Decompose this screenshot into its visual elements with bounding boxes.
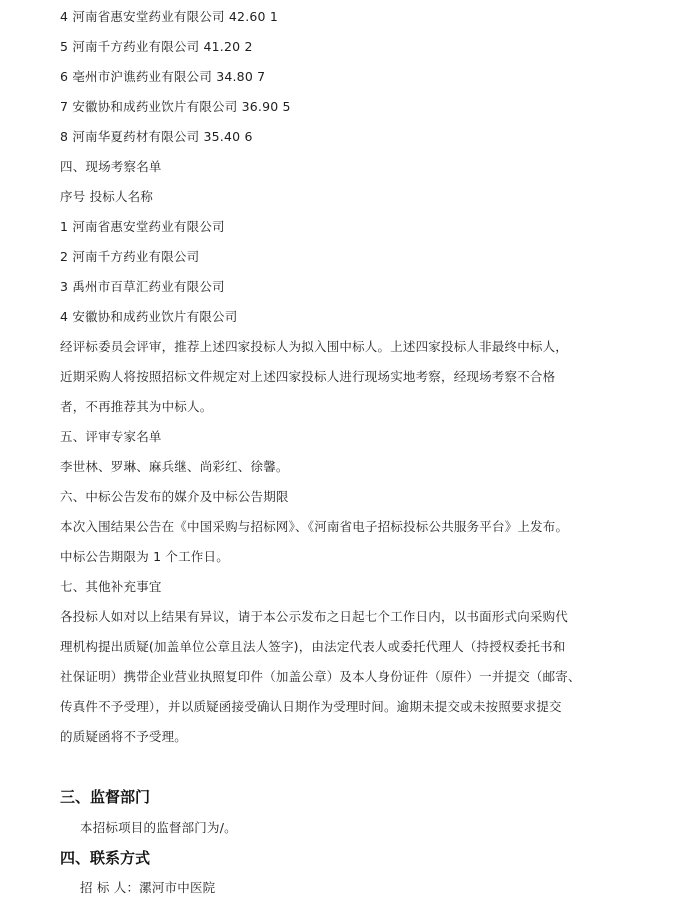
bid-result-row-5: 5 河南千方药业有限公司 41.20 2	[60, 39, 253, 54]
section-heading-contact: 四、联系方式	[60, 849, 151, 867]
evaluation-paragraph-line-3: 者，不再推荐其为中标人。	[60, 399, 213, 414]
bid-result-row-4: 4 河南省惠安堂药业有限公司 42.60 1	[60, 9, 279, 24]
site-inspection-row-4: 4 安徽协和成药业饮片有限公司	[60, 309, 238, 324]
site-inspection-row-1: 1 河南省惠安堂药业有限公司	[60, 219, 225, 234]
objection-paragraph-line-1: 各投标人如对以上结果有异议，请于本公示发布之日起七个工作日内，以书面形式向采购代	[60, 609, 569, 624]
site-inspection-row-2: 2 河南千方药业有限公司	[60, 249, 200, 264]
bid-result-row-8: 8 河南华夏药材有限公司 35.40 6	[60, 129, 253, 144]
site-inspection-table-header: 序号 投标人名称	[60, 189, 154, 204]
section-heading-site-inspection: 四、现场考察名单	[60, 159, 162, 174]
contact-tenderer: 招 标 人：漯河市中医院	[80, 880, 216, 895]
section-heading-publication: 六、中标公告发布的媒介及中标公告期限	[60, 489, 289, 504]
evaluation-paragraph-line-2: 近期采购人将按照招标文件规定对上述四家投标人进行现场实地考察，经现场考察不合格	[60, 369, 556, 384]
expert-list: 李世林、罗琳、麻兵继、尚彩红、徐馨。	[60, 459, 289, 474]
evaluation-paragraph-line-1: 经评标委员会评审，推荐上述四家投标人为拟入围中标人。上述四家投标人非最终中标人，	[60, 339, 569, 354]
objection-paragraph-line-3: 社保证明）携带企业营业执照复印件（加盖公章）及本人身份证件（原件）一并提交（邮寄、	[60, 669, 581, 684]
section-heading-supervision: 三、监督部门	[60, 788, 151, 806]
bid-result-row-7: 7 安徽协和成药业饮片有限公司 36.90 5	[60, 99, 291, 114]
publication-paragraph-line-2: 中标公告期限为 1 个工作日。	[60, 549, 229, 564]
section-heading-experts: 五、评审专家名单	[60, 429, 162, 444]
bid-result-row-6: 6 亳州市沪谯药业有限公司 34.80 7	[60, 69, 266, 84]
site-inspection-row-3: 3 禹州市百草汇药业有限公司	[60, 279, 225, 294]
objection-paragraph-line-5: 的质疑函将不予受理。	[60, 729, 188, 744]
supervision-body: 本招标项目的监督部门为/。	[80, 820, 237, 835]
objection-paragraph-line-2: 理机构提出质疑(加盖单位公章且法人签字)，由法定代表人或委托代理人（持授权委托书和	[60, 639, 566, 654]
publication-paragraph-line-1: 本次入围结果公告在《中国采购与招标网》、《河南省电子招标投标公共服务平台》上发布。	[60, 519, 569, 534]
section-heading-other-matters: 七、其他补充事宜	[60, 579, 162, 594]
objection-paragraph-line-4: 传真件不予受理），并以质疑函接受确认日期作为受理时间。逾期未提交或未按照要求提交	[60, 699, 562, 714]
